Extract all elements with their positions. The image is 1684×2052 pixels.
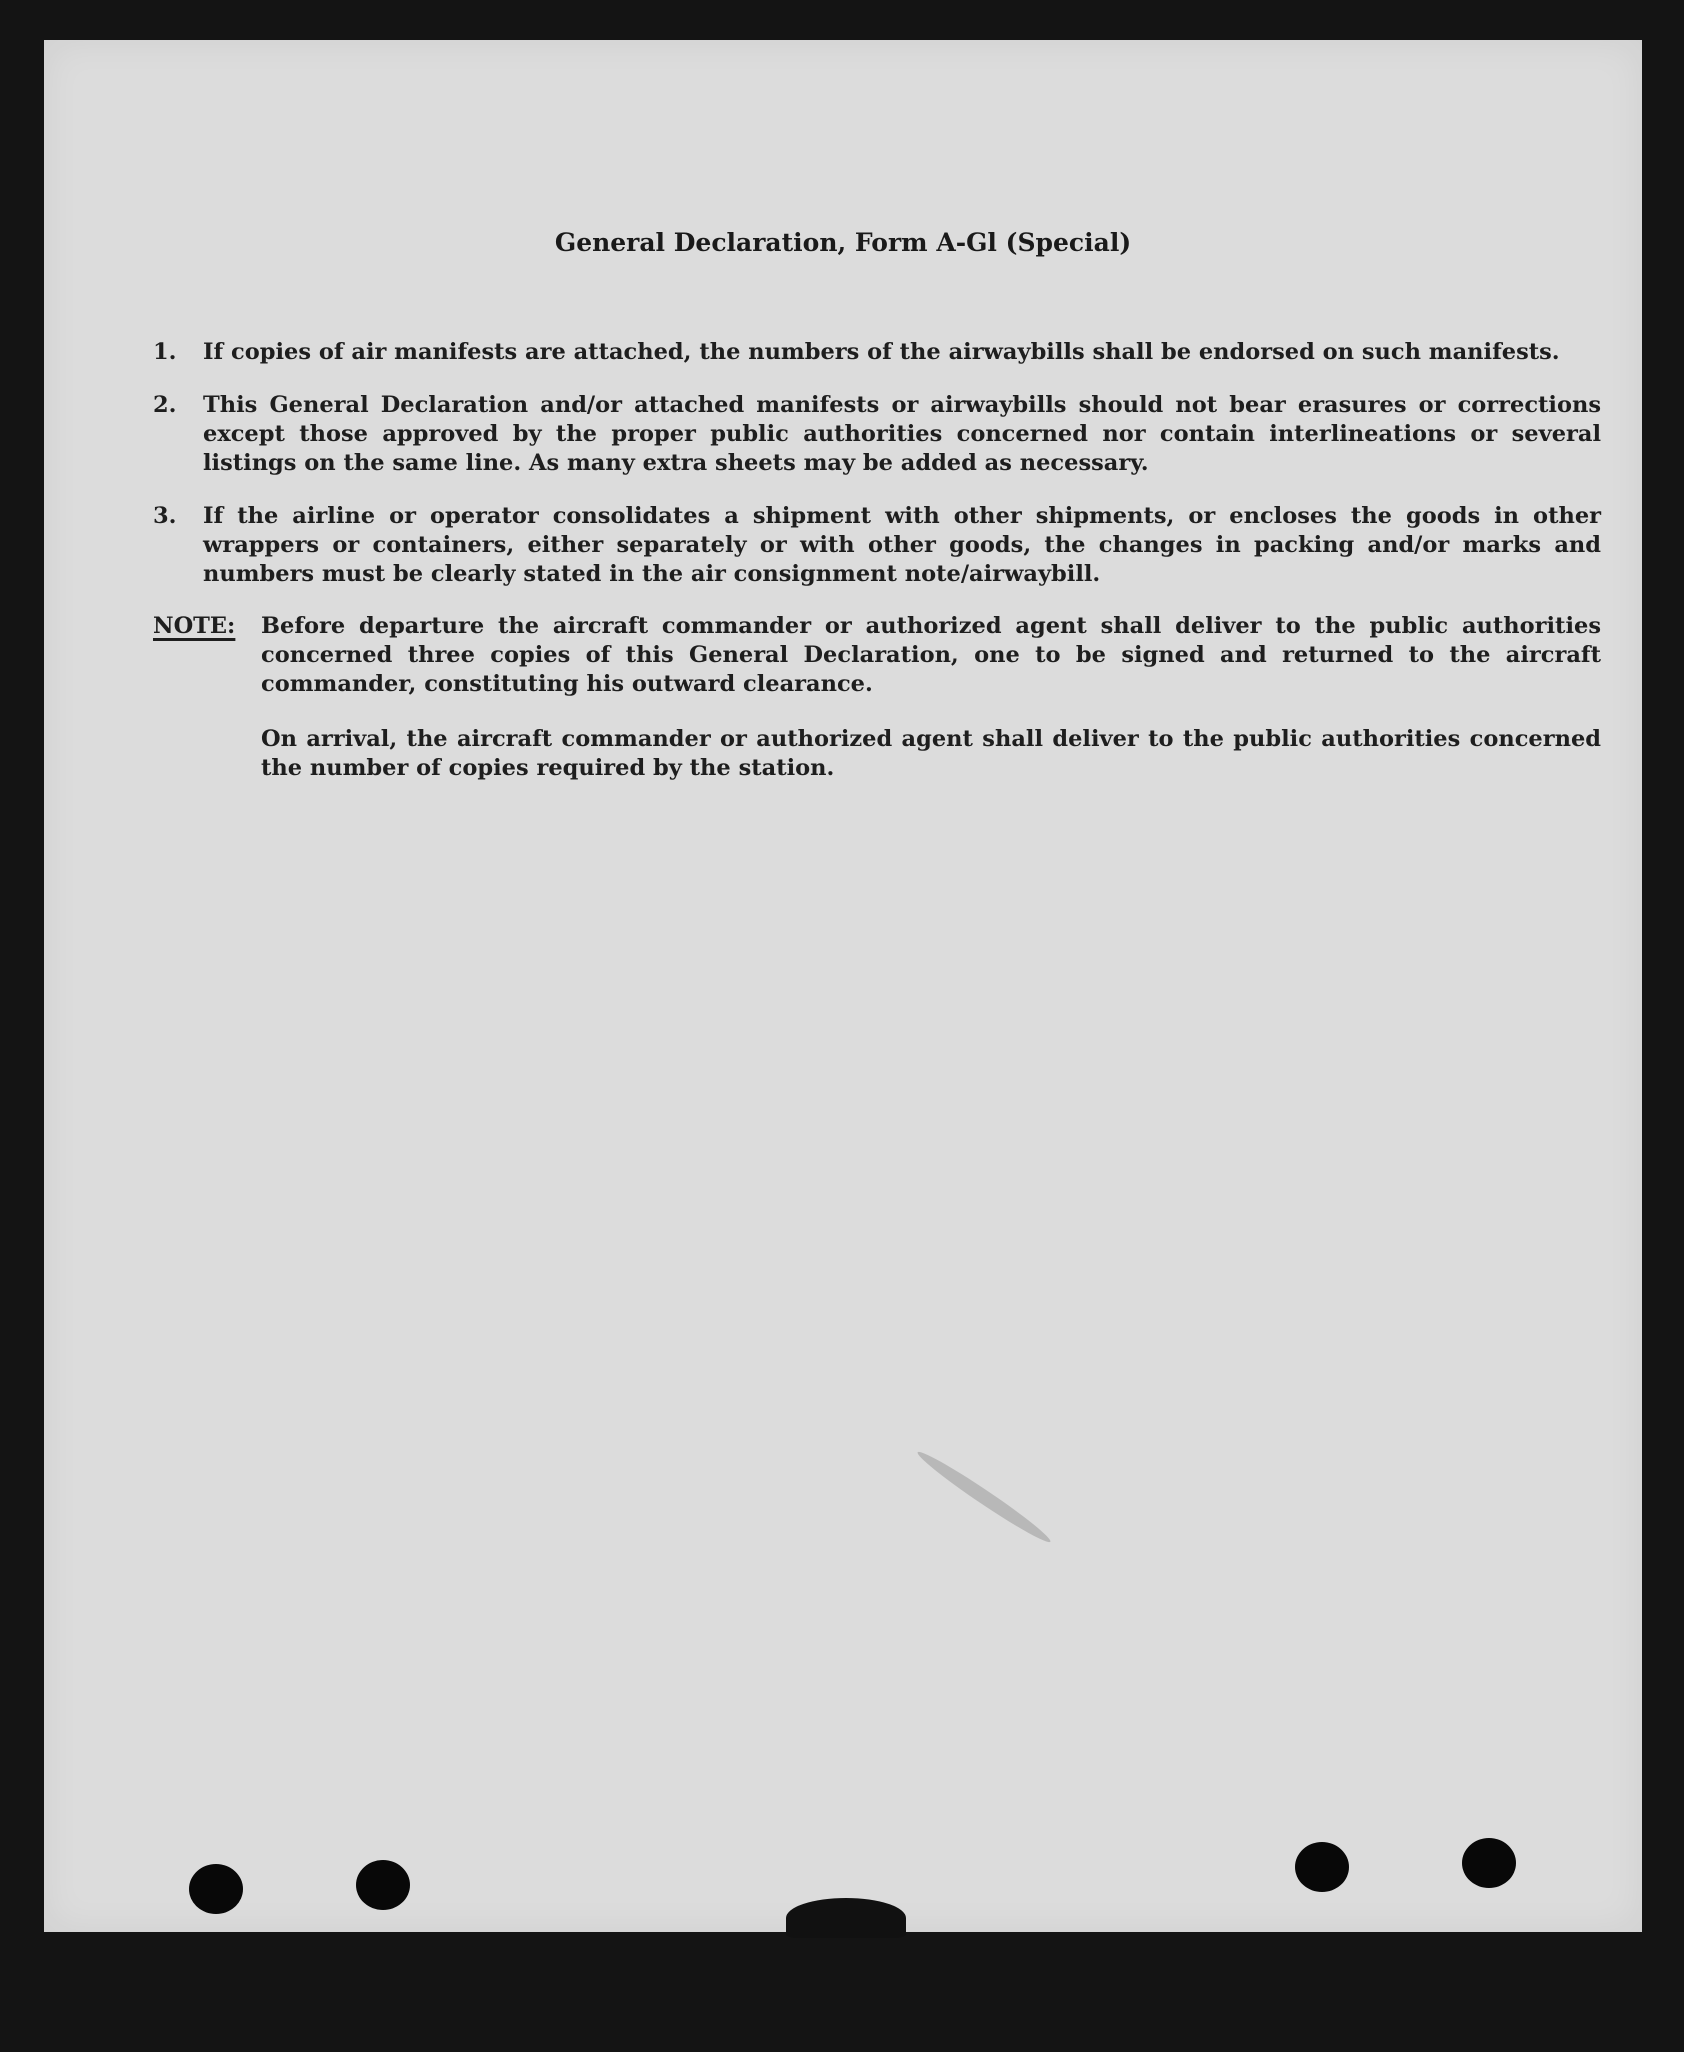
item-text: If copies of air manifests are attached, the numbers of the airwaybills shall be endorsed on such manifests. <box>203 339 1560 365</box>
paper-tear <box>786 1898 906 1938</box>
punch-hole <box>1462 1838 1516 1888</box>
instruction-item-3 <box>153 502 1601 589</box>
item-number: 2. <box>153 392 177 418</box>
ink-smudge <box>914 1446 1054 1547</box>
punch-hole <box>189 1864 243 1914</box>
instruction-item-2 <box>153 391 1601 478</box>
note-label: NOTE: <box>153 613 236 639</box>
note-section <box>153 612 1601 699</box>
document-title: General Declaration, Form A-Gl (Special) <box>554 228 1132 257</box>
punch-hole <box>356 1860 410 1910</box>
punch-hole <box>1295 1842 1349 1892</box>
note-text: Before departure the aircraft commander or authorized agent shall deliver to the public authorities concerned three copies of this General Declaration, one to be signed and returned to the aircraft commander, constituting his outward clearance. <box>261 613 1601 697</box>
document-page <box>44 40 1642 1932</box>
note-arrival-text: On arrival, the aircraft commander or authorized agent shall deliver to the public authorities concerned the number of copies required by the station. <box>261 726 1601 781</box>
item-text: This General Declaration and/or attached manifests or airwaybills should not bear erasures or corrections except those approved by the proper public authorities concerned nor contain interlineations or several listings on the same line. As many extra sheets may be added as necessary. <box>203 392 1601 476</box>
instruction-item-1 <box>153 338 1601 367</box>
item-text: If the airline or operator consolidates a shipment with other shipments, or encloses the goods in other wrappers or containers, either separately or with other goods, the changes in packing and/or marks and numbers must be clearly stated in the air consignment note/airwaybill. <box>203 503 1601 587</box>
item-number: 3. <box>153 503 177 529</box>
item-number: 1. <box>153 339 177 365</box>
